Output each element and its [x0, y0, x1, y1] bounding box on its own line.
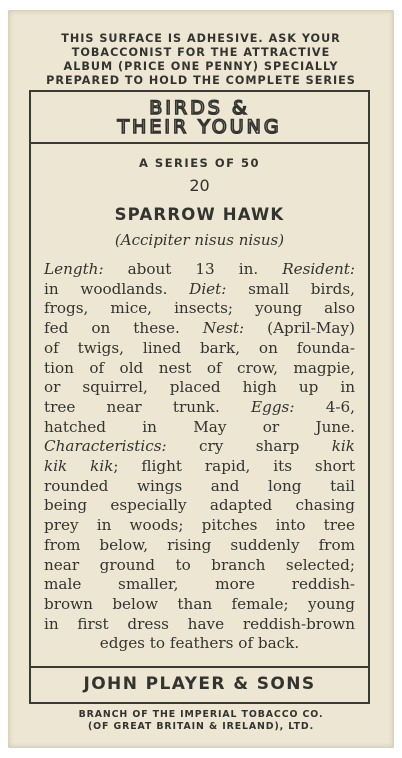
description-line — [44, 575, 355, 595]
description-line — [44, 496, 355, 516]
description-text: male smaller, more reddish- — [44, 575, 355, 594]
series-title-line: BIRDS & — [149, 97, 250, 119]
description-line — [44, 556, 355, 576]
description-line — [44, 398, 355, 418]
description-line — [44, 418, 355, 438]
description-text: in first dress have reddish-brown — [44, 614, 355, 633]
description-line — [44, 615, 355, 635]
adhesive-notice-line: PREPARED TO HOLD THE COMPLETE SERIES — [46, 74, 356, 87]
description-line — [44, 319, 355, 339]
adhesive-notice-line: THIS SURFACE IS ADHESIVE. ASK YOUR — [61, 32, 341, 45]
description-text: being especially adapted chasing — [44, 496, 355, 515]
description-line — [44, 516, 355, 536]
description — [44, 260, 355, 654]
description-line — [44, 437, 355, 457]
description-italic-term: kik kik — [44, 457, 114, 476]
description-text: prey in woods; pitches into tree — [44, 516, 355, 535]
description-text: from below, rising suddenly from — [44, 535, 355, 554]
adhesive-notice-line: ALBUM (PRICE ONE PENNY) SPECIALLY — [63, 60, 339, 73]
description-text: of twigs, lined bark, on founda- — [44, 338, 355, 357]
description-italic-term: Diet: — [189, 279, 227, 298]
description-italic-term: Resident: — [282, 260, 355, 278]
description-text: brown below than female; young — [44, 594, 355, 613]
description-italic-term: Length: — [44, 260, 104, 278]
cigarette-card — [8, 10, 394, 748]
description-italic-term: kik — [331, 437, 355, 456]
description-line — [44, 477, 355, 497]
description-line — [44, 299, 355, 319]
footer-notice — [8, 709, 394, 733]
description-text: or squirrel, placed high up in — [44, 378, 355, 397]
description-italic-term: Characteristics: — [44, 437, 167, 456]
description-text: rounded wings and long tail — [44, 476, 355, 495]
description-italic-term: Eggs: — [251, 397, 295, 416]
description-text: near ground to branch selected; — [44, 555, 355, 574]
description-text: about 13 in. — [103, 260, 283, 278]
description-text: in woodlands. — [44, 279, 190, 298]
series-title-line: THEIR YOUNG — [117, 116, 282, 138]
description-text: fed on these. — [44, 319, 203, 338]
description-line — [44, 359, 355, 379]
description-line — [44, 339, 355, 359]
footer-line: BRANCH OF THE IMPERIAL TOBACCO CO. — [78, 709, 324, 720]
description-text: 4-6, — [294, 397, 355, 416]
card-frame — [29, 90, 370, 704]
description-text: (April-May) — [244, 319, 355, 338]
bird-name: SPARROW HAWK — [114, 205, 285, 224]
description-text: hatched in May or June. — [44, 417, 355, 436]
description-text: ; flight rapid, its short — [113, 457, 355, 476]
description-line — [44, 378, 355, 398]
card-number: 20 — [189, 176, 210, 195]
description-text: edges to feathers of back. — [99, 634, 300, 653]
footer-line: (OF GREAT BRITAIN & IRELAND), LTD. — [87, 721, 315, 732]
description-text: cry sharp — [166, 437, 332, 456]
adhesive-notice — [8, 32, 394, 88]
description-line — [44, 634, 355, 654]
description-text: tion of old nest of crow, magpie, — [44, 358, 355, 377]
description-line — [44, 280, 355, 300]
description-line — [44, 260, 355, 280]
description-text: frogs, mice, insects; young also — [44, 299, 355, 318]
description-text: tree near trunk. — [44, 397, 252, 416]
description-text: small birds, — [226, 279, 355, 298]
series-title-box — [31, 92, 368, 144]
description-line — [44, 595, 355, 615]
manufacturer-name: JOHN PLAYER & SONS — [83, 674, 316, 694]
manufacturer-box — [31, 666, 368, 702]
adhesive-notice-line: TOBACCONIST FOR THE ATTRACTIVE — [71, 46, 331, 59]
description-line — [44, 536, 355, 556]
description-italic-term: Nest: — [202, 319, 245, 338]
description-line — [44, 457, 355, 477]
series-count: A SERIES OF 50 — [139, 156, 260, 170]
latin-name: (Accipiter nisus nisus) — [114, 231, 285, 249]
